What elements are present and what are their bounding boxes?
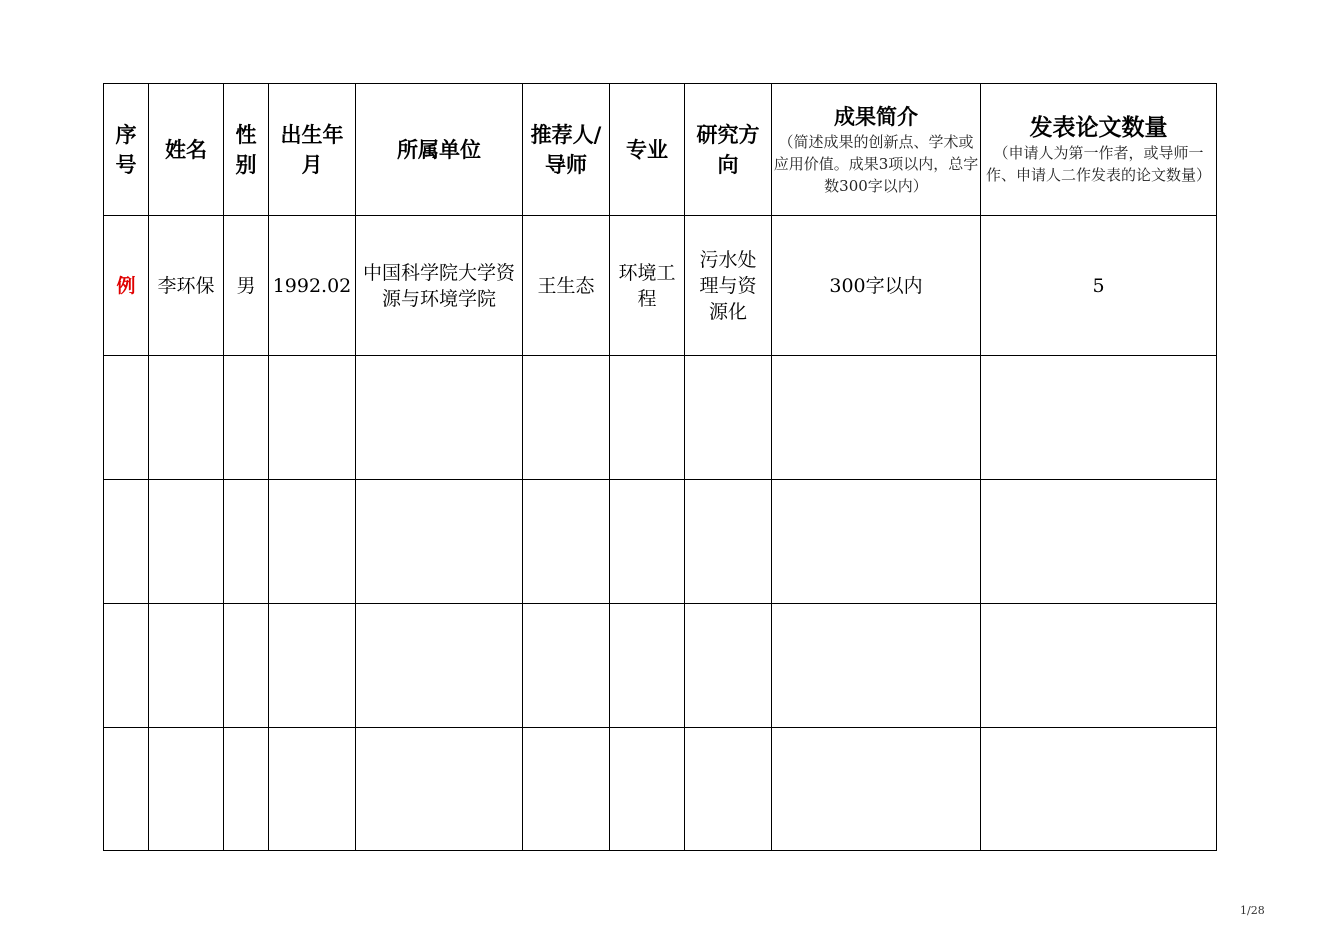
col-index-header: 序号 xyxy=(104,84,149,216)
cell-empty[interactable] xyxy=(610,604,685,728)
cell-empty[interactable] xyxy=(610,480,685,604)
cell-empty[interactable] xyxy=(523,604,610,728)
col-major-header: 专业 xyxy=(610,84,685,216)
cell-empty[interactable] xyxy=(772,728,981,851)
cell-empty[interactable] xyxy=(772,480,981,604)
cell-empty[interactable] xyxy=(269,604,356,728)
example-row xyxy=(104,216,1217,356)
summary-title: 成果简介 xyxy=(834,104,918,129)
cell-empty[interactable] xyxy=(104,728,149,851)
cell-empty[interactable] xyxy=(224,356,269,480)
cell-empty[interactable] xyxy=(104,480,149,604)
cell-empty[interactable] xyxy=(104,604,149,728)
header-row xyxy=(104,84,1217,216)
cell-empty[interactable] xyxy=(685,356,772,480)
cell-papers[interactable]: 5 xyxy=(981,216,1217,356)
cell-empty[interactable] xyxy=(149,356,224,480)
cell-empty[interactable] xyxy=(772,356,981,480)
cell-birth[interactable]: 1992.02 xyxy=(269,216,356,356)
cell-empty[interactable] xyxy=(269,480,356,604)
col-advisor-header: 推荐人/导师 xyxy=(523,84,610,216)
cell-empty[interactable] xyxy=(981,728,1217,851)
page-number: 1/28 xyxy=(1240,904,1265,917)
cell-empty[interactable] xyxy=(685,604,772,728)
cell-empty[interactable] xyxy=(610,356,685,480)
cell-empty[interactable] xyxy=(104,356,149,480)
cell-name[interactable]: 李环保 xyxy=(149,216,224,356)
col-direction-header: 研究方向 xyxy=(685,84,772,216)
table-row xyxy=(104,480,1217,604)
cell-advisor[interactable]: 王生态 xyxy=(523,216,610,356)
cell-empty[interactable] xyxy=(149,728,224,851)
table-row xyxy=(104,728,1217,851)
cell-empty[interactable] xyxy=(981,480,1217,604)
cell-empty[interactable] xyxy=(685,728,772,851)
cell-empty[interactable] xyxy=(356,356,523,480)
col-name-header: 姓名 xyxy=(149,84,224,216)
col-unit-header: 所属单位 xyxy=(356,84,523,216)
cell-empty[interactable] xyxy=(523,356,610,480)
col-gender-header: 性别 xyxy=(224,84,269,216)
summary-note: （简述成果的创新点、学术或应用价值。成果3项以内，总字数300字以内） xyxy=(773,132,979,195)
table-row xyxy=(104,356,1217,480)
cell-unit[interactable]: 中国科学院大学资源与环境学院 xyxy=(356,216,523,356)
application-table xyxy=(103,83,1217,851)
col-birth-header: 出生年月 xyxy=(269,84,356,216)
cell-empty[interactable] xyxy=(981,604,1217,728)
cell-empty[interactable] xyxy=(269,356,356,480)
cell-empty[interactable] xyxy=(356,480,523,604)
papers-title: 发表论文数量 xyxy=(1029,114,1168,141)
cell-empty[interactable] xyxy=(523,728,610,851)
cell-empty[interactable] xyxy=(685,480,772,604)
col-papers-header xyxy=(981,84,1217,216)
cell-summary[interactable]: 300字以内 xyxy=(772,216,981,356)
cell-direction[interactable]: 污水处理与资源化 xyxy=(685,216,772,356)
cell-empty[interactable] xyxy=(356,728,523,851)
cell-gender[interactable]: 男 xyxy=(224,216,269,356)
cell-empty[interactable] xyxy=(772,604,981,728)
cell-index: 例 xyxy=(104,216,149,356)
papers-note: （申请人为第一作者，或导师一作、申请人二作发表的论文数量） xyxy=(985,143,1211,184)
cell-empty[interactable] xyxy=(224,604,269,728)
cell-empty[interactable] xyxy=(149,604,224,728)
cell-empty[interactable] xyxy=(149,480,224,604)
cell-empty[interactable] xyxy=(981,356,1217,480)
cell-empty[interactable] xyxy=(269,728,356,851)
cell-major[interactable]: 环境工程 xyxy=(610,216,685,356)
cell-empty[interactable] xyxy=(610,728,685,851)
cell-empty[interactable] xyxy=(523,480,610,604)
table-row xyxy=(104,604,1217,728)
cell-empty[interactable] xyxy=(224,480,269,604)
cell-empty[interactable] xyxy=(356,604,523,728)
cell-empty[interactable] xyxy=(224,728,269,851)
col-summary-header xyxy=(772,84,981,216)
